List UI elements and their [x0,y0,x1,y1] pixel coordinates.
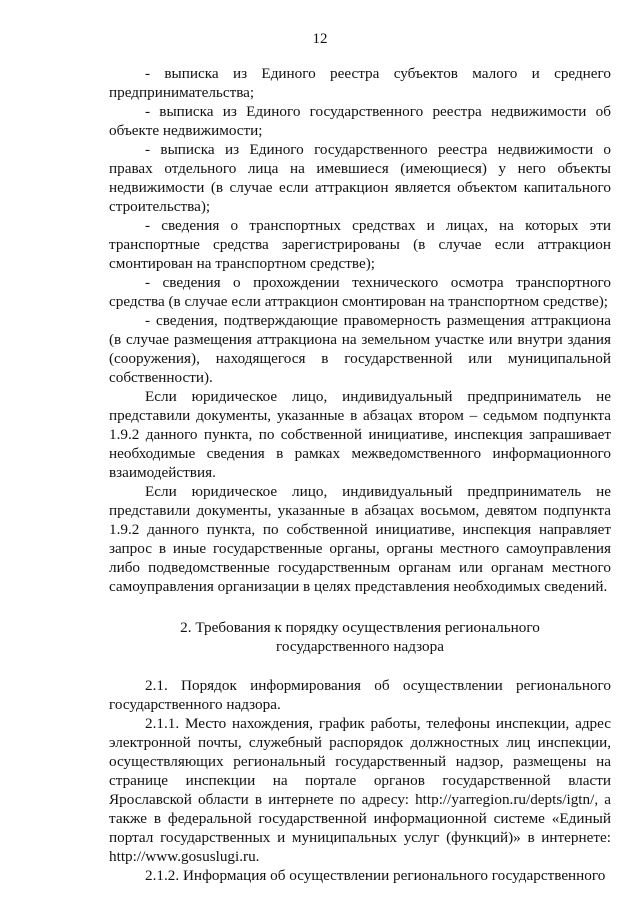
section-heading [109,618,611,656]
paragraph: - выписка из Единого реестра субъектов малого и среднего предпринимательства; [109,65,611,101]
paragraph: - сведения о прохождении технического осмотра транспортного средства (в случае если аттракцион смонтирован на транспортном средстве); [109,274,611,310]
page-number: 12 [312,31,328,47]
paragraph: Если юридическое лицо, индивидуальный предприниматель не представили документы, указанные в абзацах втором – седьмом подпункта 1.9.2 данного пункта, по собственной инициативе, инспекция запрашивает необходимые сведения в рамках межведомственного информационного взаимодействия. [109,388,611,481]
paragraph: 2.1.1. Место нахождения, график работы, телефоны инспекции, адрес электронной почты, служебный распорядок должностных лиц инспекции, осуществляющих региональный государственный надзор, размещены на странице инспекции на портале органов государственной власти Ярославской области в интернете по адресу: http://yarregion.ru/depts/igtn/, а также в федеральной государственной информационной системе «Единый портал государственных и муниципальных услуг (функций)» в интернете: http://www.gosuslugi.ru. [109,715,611,865]
section-heading-line: государственного надзора [276,638,444,655]
section-heading-line: 2. Требования к порядку осуществления регионального [180,619,540,636]
paragraph: 2.1. Порядок информирования об осуществлении регионального государственного надзора. [109,677,611,713]
document-body [109,64,611,885]
paragraph: - выписка из Единого государственного реестра недвижимости о правах отдельного лица на имевшиеся (имеющиеся) у него объекты недвижимости (в случае если аттракцион является объектом капитального строительства); [109,141,611,215]
paragraph: - сведения, подтверждающие правомерность размещения аттракциона (в случае размещения аттракциона на земельном участке или внутри здания (сооружения), находящегося в государственной или муниципальной собственности). [109,312,611,386]
paragraph: Если юридическое лицо, индивидуальный предприниматель не представили документы, указанные в абзацах восьмом, девятом подпункта 1.9.2 данного пункта, по собственной инициативе, инспекция направляет запрос в иные государственные органы, органы местного самоуправления либо подведомственные государственным органам или органам местного самоуправления организации в целях представления необходимых сведений. [109,483,611,595]
paragraph: - сведения о транспортных средствах и лицах, на которых эти транспортные средства зарегистрированы (в случае если аттракцион смонтирован на транспортном средстве); [109,217,611,272]
paragraph: - выписка из Единого государственного реестра недвижимости об объекте недвижимости; [109,103,611,139]
paragraph: 2.1.2. Информация об осуществлении регионального государственного [145,867,606,884]
